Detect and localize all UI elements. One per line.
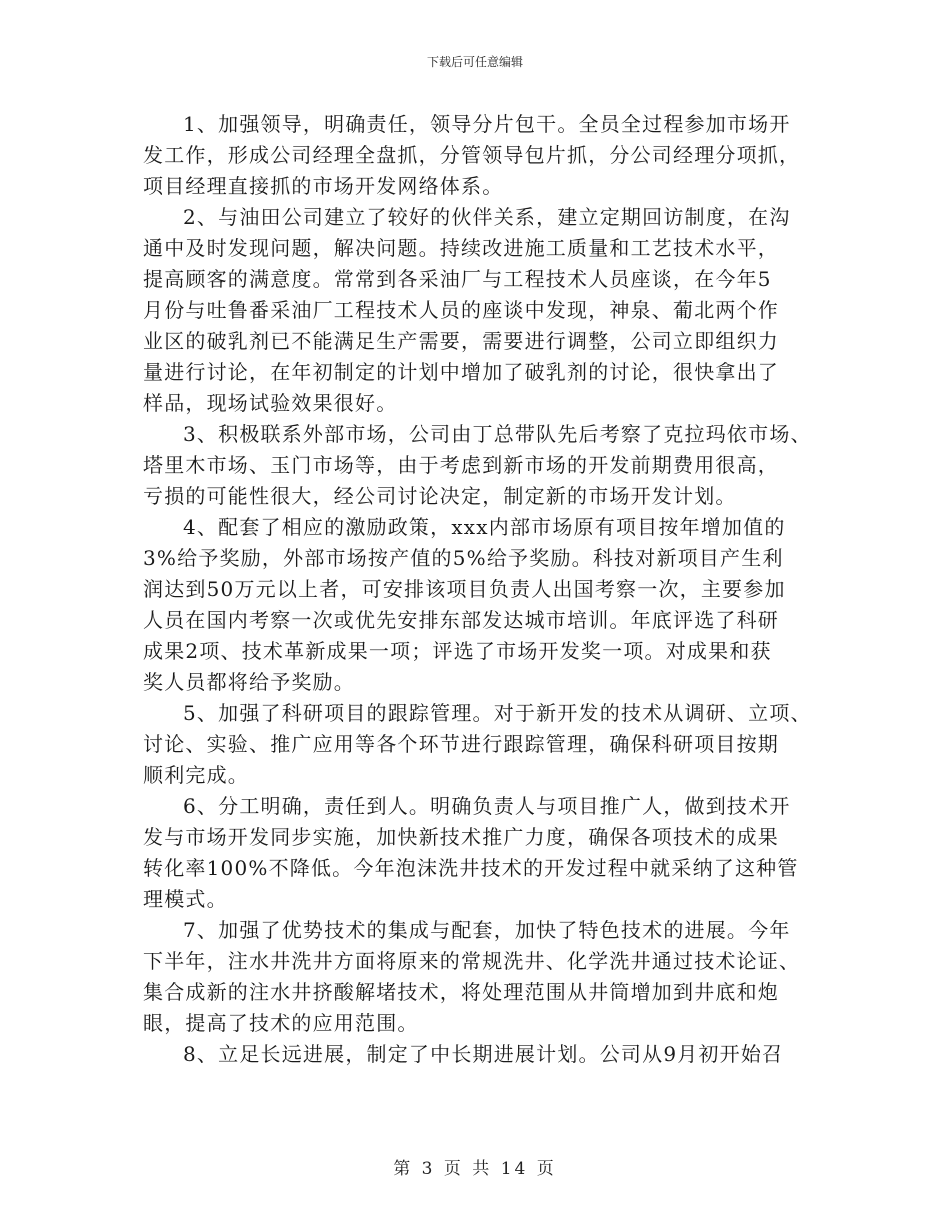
text-line: 亏损的可能性很大，经公司讨论决定，制定新的市场开发计划。 <box>143 484 737 508</box>
text-line: 发与市场开发同步实施，加快新技术推广力度，确保各项技术的成果 <box>143 825 779 849</box>
page-header: 下载后可任意编辑 <box>426 55 523 69</box>
text-line: 眼，提高了技术的应用范围。 <box>143 1011 419 1035</box>
text-line: 润达到50万元以上者，可安排该项目负责人出国考察一次，主要参加 <box>143 577 786 601</box>
text-line: 样品，现场试验效果很好。 <box>143 391 398 415</box>
paragraph <box>143 419 833 512</box>
text-line: 转化率100%不降低。今年泡沫洗井技术的开发过程中就采纳了这种管 <box>143 856 799 880</box>
paragraph <box>143 915 833 1039</box>
document-body <box>143 109 833 1070</box>
text-line: 提高顾客的满意度。常常到各采油厂与工程技术人员座谈，在今年5 <box>143 267 772 291</box>
text-line: 月份与吐鲁番采油厂工程技术人员的座谈中发现，神泉、葡北两个作 <box>143 298 779 322</box>
text-line: 下半年，注水井洗井方面将原来的常规洗井、化学洗井通过技术论证、 <box>143 949 801 973</box>
text-line: 顺利完成。 <box>143 763 249 787</box>
text-line: 通中及时发现问题，解决问题。持续改进施工质量和工艺技术水平， <box>143 236 779 260</box>
text-line: 业区的破乳剂已不能满足生产需要，需要进行调整，公司立即组织力 <box>143 329 779 353</box>
paragraph <box>143 202 833 419</box>
text-line: 发工作，形成公司经理全盘抓，分管领导包片抓，分公司经理分项抓， <box>143 143 801 167</box>
text-line: 4、配套了相应的激励政策，xxx内部市场原有项目按年增加值的 <box>183 515 786 539</box>
text-line: 3、积极联系外部市场，公司由丁总带队先后考察了克拉玛依市场、 <box>183 422 812 446</box>
text-line: 2、与油田公司建立了较好的伙伴关系，建立定期回访制度，在沟 <box>183 205 791 229</box>
text-line: 塔里木市场、玉门市场等，由于考虑到新市场的开发前期费用很高， <box>143 453 779 477</box>
text-line: 项目经理直接抓的市场开发网络体系。 <box>143 174 504 198</box>
text-line: 7、加强了优势技术的集成与配套，加快了特色技术的进展。今年 <box>183 918 791 942</box>
text-line: 成果2项、技术革新成果一项；评选了市场开发奖一项。对成果和获 <box>143 639 772 663</box>
paragraph <box>143 1039 833 1070</box>
text-line: 奖人员都将给予奖励。 <box>143 670 355 694</box>
text-line: 6、分工明确，责任到人。明确负责人与项目推广人，做到技术开 <box>183 794 791 818</box>
text-line: 量进行讨论，在年初制定的计划中增加了破乳剂的讨论，很快拿出了 <box>143 360 779 384</box>
paragraph <box>143 698 833 791</box>
paragraph <box>143 512 833 698</box>
page-number-footer: 第 3 页 共 14 页 <box>393 1159 557 1179</box>
paragraph <box>143 109 833 202</box>
text-line: 1、加强领导，明确责任，领导分片包干。全员全过程参加市场开 <box>183 112 791 136</box>
text-line: 集合成新的注水井挤酸解堵技术，将处理范围从井筒增加到井底和炮 <box>143 980 779 1004</box>
text-line: 理模式。 <box>143 887 228 911</box>
text-line: 5、加强了科研项目的跟踪管理。对于新开发的技术从调研、立项、 <box>183 701 812 725</box>
text-line: 8、立足长远进展，制定了中长期进展计划。公司从9月初开始召 <box>183 1042 784 1066</box>
text-line: 人员在国内考察一次或优先安排东部发达城市培训。年底评选了科研 <box>143 608 779 632</box>
paragraph <box>143 791 833 915</box>
text-line: 3%给予奖励，外部市场按产值的5%给予奖励。科技对新项目产生利 <box>143 546 784 570</box>
text-line: 讨论、实验、推广应用等各个环节进行跟踪管理，确保科研项目按期 <box>143 732 779 756</box>
